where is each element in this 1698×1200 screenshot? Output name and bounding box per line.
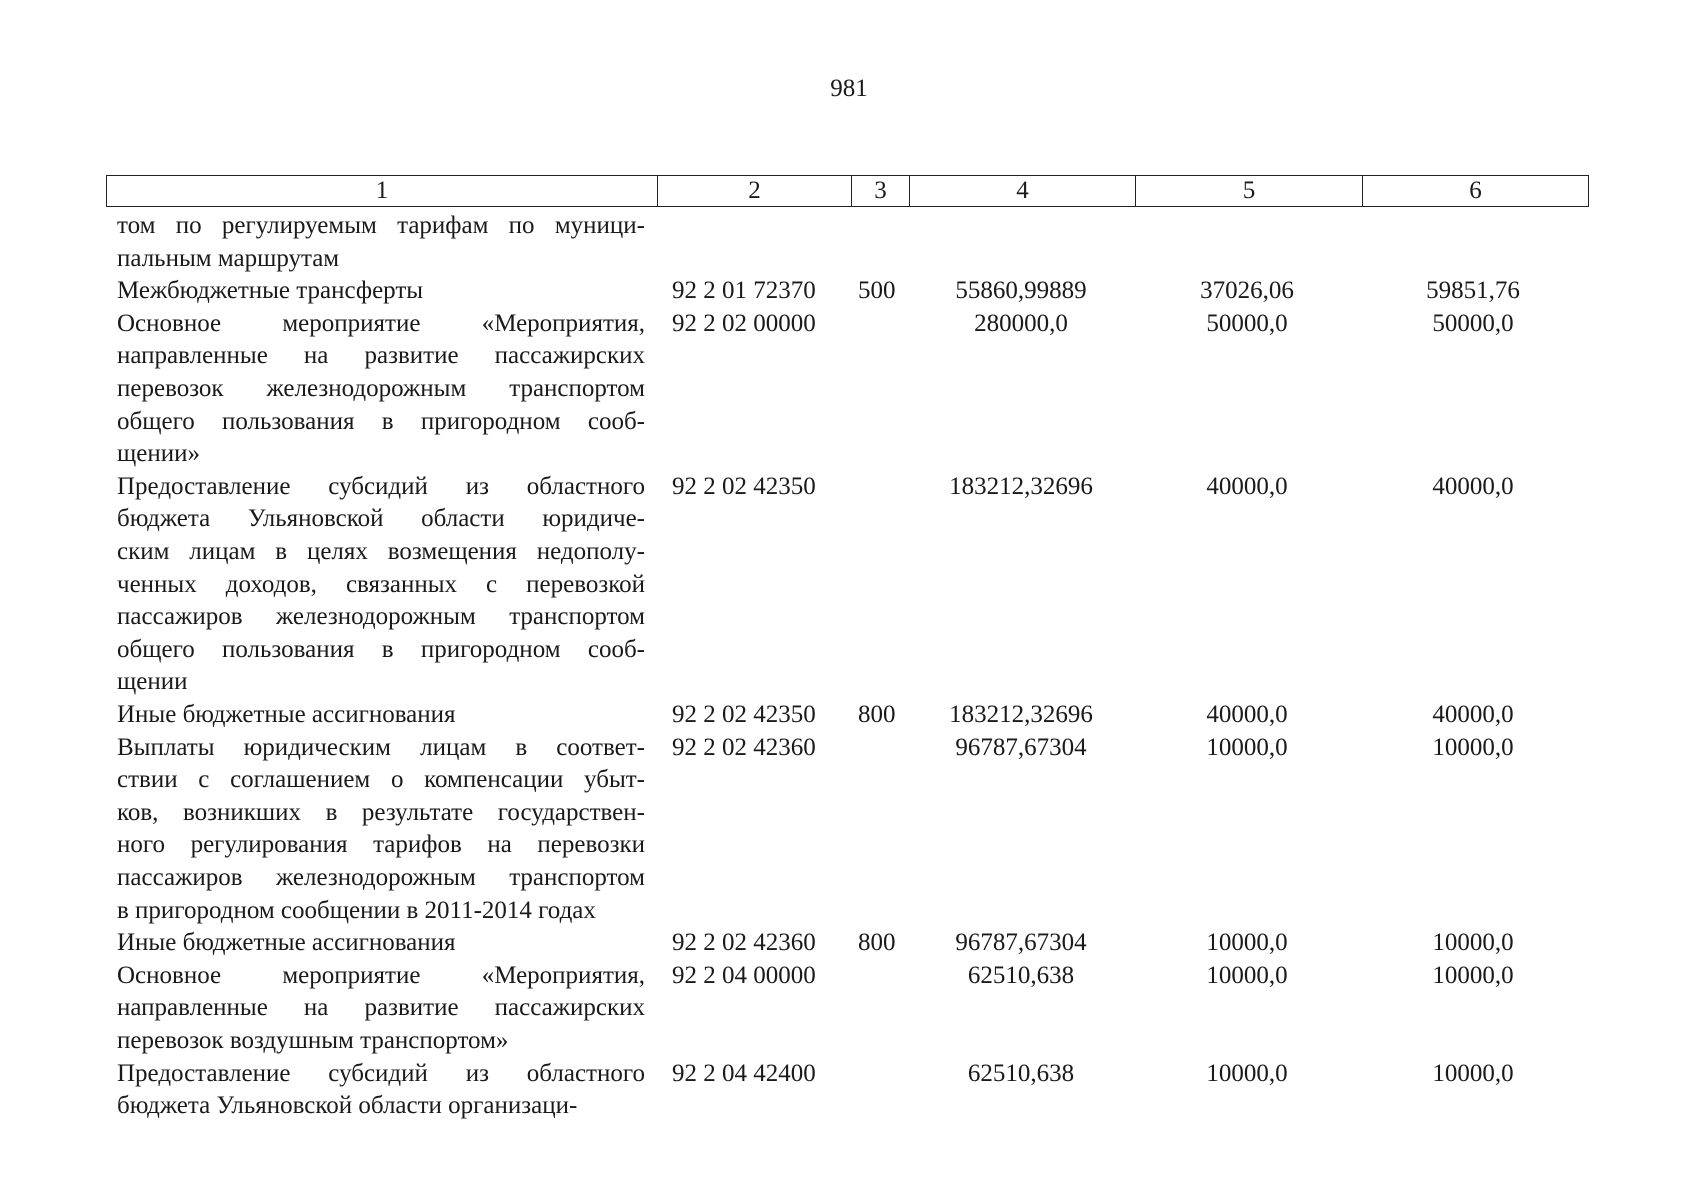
description-line: ствии с соглашением о компенсации убыт- (117, 766, 645, 794)
description-line: Основное мероприятие «Мероприятия, (117, 309, 645, 337)
row-value-col6: 10000,0 (1432, 929, 1514, 957)
row-value-col5: 10000,0 (1206, 961, 1288, 989)
description-line: том по регулируемым тарифам по муници- (117, 212, 645, 239)
row-value-col4: 280000,0 (974, 309, 1068, 337)
description-line: общего пользования в пригородном сооб- (117, 407, 645, 435)
description-line: щении (117, 668, 188, 696)
description-line: ским лицам в целях возмещения недополу- (117, 537, 645, 565)
column-header-1: 1 (107, 176, 658, 207)
row-value-col5: 40000,0 (1206, 701, 1288, 728)
description-line: перевозок железнодорожным транспортом (117, 374, 645, 402)
row-value-col4: 183212,32696 (949, 701, 1093, 728)
column-header-6: 6 (1363, 176, 1589, 207)
description-line: Межбюджетные трансферты (117, 277, 424, 305)
table-row (0, 927, 1698, 960)
description-line: в пригородном сообщении в 2011-2014 годах (117, 896, 596, 924)
row-value-col5: 40000,0 (1206, 472, 1288, 500)
description-line: Основное мероприятие «Мероприятия, (117, 961, 645, 989)
row-description (117, 275, 645, 308)
row-value-col6: 10000,0 (1432, 961, 1514, 989)
row-expense-type: 500 (858, 277, 896, 305)
description-line: направленные на развитие пассажирских (117, 342, 645, 370)
row-value-col6: 50000,0 (1432, 309, 1514, 337)
description-line: общего пользования в пригородном сооб- (117, 635, 645, 663)
row-expense-type: 800 (858, 701, 896, 728)
row-value-col5: 37026,06 (1200, 277, 1294, 305)
description-line: пассажиров железнодорожным транспортом (117, 603, 645, 631)
row-value-col6: 59851,76 (1426, 277, 1520, 305)
description-line: щении» (117, 440, 200, 468)
table-row (0, 732, 1698, 928)
row-code: 92 2 02 42360 (672, 733, 816, 761)
table-row (0, 1058, 1698, 1123)
row-value-col4: 183212,32696 (949, 472, 1093, 500)
row-value-col5: 10000,0 (1206, 1059, 1288, 1087)
row-description (117, 471, 645, 699)
page-number: 981 (830, 75, 868, 102)
row-description (117, 960, 645, 1058)
row-value-col4: 62510,638 (967, 1059, 1075, 1087)
description-line: Выплаты юридическим лицам в соответ- (117, 733, 645, 761)
description-line: направленные на развитие пассажирских (117, 994, 645, 1022)
row-code: 92 2 01 72370 (672, 277, 816, 305)
row-value-col6: 10000,0 (1432, 1059, 1514, 1087)
row-description (117, 308, 645, 471)
description-line: пальным маршрутам (117, 244, 340, 272)
row-code: 92 2 02 42350 (672, 472, 816, 500)
row-value-col5: 10000,0 (1206, 929, 1288, 957)
table-row (0, 960, 1698, 1058)
row-value-col5: 10000,0 (1206, 733, 1288, 761)
header-row (107, 176, 1589, 207)
description-line: бюджета Ульяновской области юридиче- (117, 505, 645, 533)
description-line: Иные бюджетные ассигнования (117, 701, 456, 728)
table-row (0, 210, 1698, 275)
row-value-col4: 96787,67304 (955, 929, 1087, 957)
row-value-col6: 40000,0 (1432, 701, 1514, 728)
column-header-3: 3 (852, 176, 910, 207)
row-description (117, 1058, 645, 1123)
row-value-col4: 96787,67304 (955, 733, 1087, 761)
row-code: 92 2 02 42360 (672, 929, 816, 957)
description-line: ков, возникших в результате государствен- (117, 798, 645, 826)
row-code: 92 2 04 42400 (672, 1059, 816, 1087)
row-value-col5: 50000,0 (1206, 309, 1288, 337)
table-header (106, 175, 1589, 207)
description-line: Предоставление субсидий из областного (117, 472, 645, 500)
description-line: перевозок воздушным транспортом» (117, 1026, 509, 1054)
row-code: 92 2 02 00000 (672, 309, 816, 337)
row-description (117, 732, 645, 928)
column-header-4: 4 (910, 176, 1136, 207)
column-header-2: 2 (658, 176, 852, 207)
description-line: ного регулирования тарифов на перевозки (117, 831, 645, 859)
table-row (0, 275, 1698, 308)
description-line: ченных доходов, связанных с перевозкой (117, 570, 645, 598)
column-header-5: 5 (1136, 176, 1363, 207)
description-line: пассажиров железнодорожным транспортом (117, 863, 645, 891)
table-row (0, 471, 1698, 699)
description-line: Предоставление субсидий из областного (117, 1059, 645, 1087)
table-row (0, 699, 1698, 732)
row-value-col4: 62510,638 (967, 961, 1075, 989)
row-description (117, 927, 645, 960)
row-value-col6: 10000,0 (1432, 733, 1514, 761)
description-line: Иные бюджетные ассигнования (117, 929, 456, 957)
row-value-col6: 40000,0 (1432, 472, 1514, 500)
row-code: 92 2 02 42350 (672, 701, 816, 728)
row-description (117, 210, 645, 275)
row-expense-type: 800 (858, 929, 896, 957)
row-description (117, 699, 645, 732)
row-value-col4: 55860,99889 (955, 277, 1087, 305)
table-row (0, 308, 1698, 471)
row-code: 92 2 04 00000 (672, 961, 816, 989)
description-line: бюджета Ульяновской области организаци- (117, 1092, 578, 1120)
